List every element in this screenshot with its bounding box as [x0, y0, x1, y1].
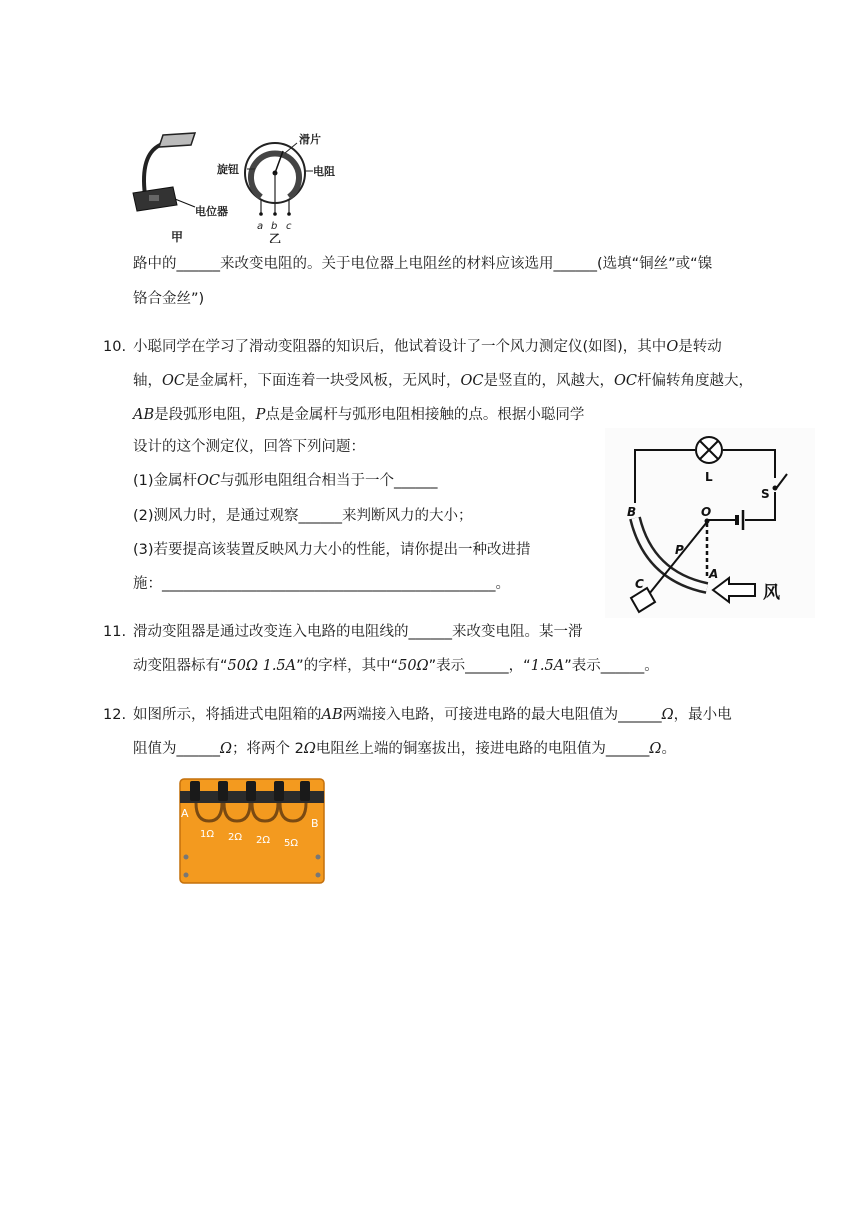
label-A: A: [709, 567, 719, 581]
q10-number: 10.: [103, 339, 127, 355]
label-B: B: [627, 505, 637, 519]
box-terminal-A: A: [181, 807, 189, 820]
potentiometer-dial-drawing: [245, 143, 313, 216]
resistor-4-label: 5Ω: [284, 838, 299, 849]
terminal-a: a: [257, 221, 264, 232]
resistor-2-label: 2Ω: [228, 832, 243, 843]
potentiometer-figure: [125, 125, 350, 243]
q12-number: 12.: [103, 707, 127, 723]
q9-line2: 铬合金丝”): [133, 291, 205, 307]
label-L: L: [705, 470, 713, 484]
resistance-box-figure: [178, 775, 326, 885]
q10-sub1: (1)金属杆OC与弧形电阻组合相当于一个______: [133, 473, 438, 489]
resistor-3-label: 2Ω: [256, 835, 271, 846]
resistor-1-label: 1Ω: [200, 829, 215, 840]
q11-line1: 滑动变阻器是通过改变连入电路的电阻线的______来改变电阻。某一滑: [133, 624, 583, 640]
q11-number: 11.: [103, 624, 127, 640]
label-C: C: [635, 577, 644, 591]
box-terminal-B: B: [311, 817, 319, 830]
q9-line1: 路中的______来改变电阻的。关于电位器上电阻丝的材料应该选用______(选填“铜丝”或“镍: [133, 256, 713, 272]
potentiometer-label: 电位器: [195, 205, 228, 218]
label-O: O: [701, 505, 712, 519]
resistor-label: 电阻: [313, 165, 335, 178]
wind-meter-figure: [605, 428, 815, 618]
q10-sub3: (3)若要提高该装置反映风力大小的性能，请你提出一种改进措: [133, 542, 531, 558]
terminal-c: c: [286, 221, 292, 232]
slider-label: 滑片: [299, 133, 321, 146]
q12-line1: 如图所示，将插进式电阻箱的AB两端接入电路，可接进电路的最大电阻值为______Ω，最小电: [133, 707, 732, 723]
desk-lamp-drawing: [133, 133, 195, 211]
q10-line3: AB是段弧形电阻，P点是金属杆与弧形电阻相接触的点。根据小聪同学: [133, 407, 585, 423]
q10-line1: 小聪同学在学习了滑动变阻器的知识后，他试着设计了一个风力测定仪(如图)，其中O是转动: [133, 339, 722, 355]
q10-line4: 设计的这个测定仪，回答下列问题：: [133, 439, 365, 455]
yi-label: 乙: [269, 232, 282, 243]
q12-line2: 阻值为______Ω；将两个 2Ω电阻丝上端的铜塞拔出，接进电路的电阻值为______Ω。: [133, 741, 676, 757]
terminal-b: b: [271, 221, 278, 232]
knob-label: 旋钮: [217, 163, 239, 176]
label-S: S: [761, 487, 770, 501]
label-P: P: [675, 543, 684, 557]
label-wind: 风: [763, 583, 780, 603]
jia-label: 甲: [171, 230, 184, 243]
q10-sub2: (2)测风力时，是通过观察______来判断风力的大小；: [133, 508, 473, 524]
q11-line2: 动变阻器标有“50Ω 1.5A”的字样，其中“50Ω”表示______，“1.5A”表示______。: [133, 658, 659, 674]
q10-line2: 轴，OC是金属杆，下面连着一块受风板，无风时，OC是竖直的，风越大，OC杆偏转角度越大，: [133, 373, 753, 389]
q10-sub3-cont: 施：______________________________________________。: [133, 576, 510, 592]
